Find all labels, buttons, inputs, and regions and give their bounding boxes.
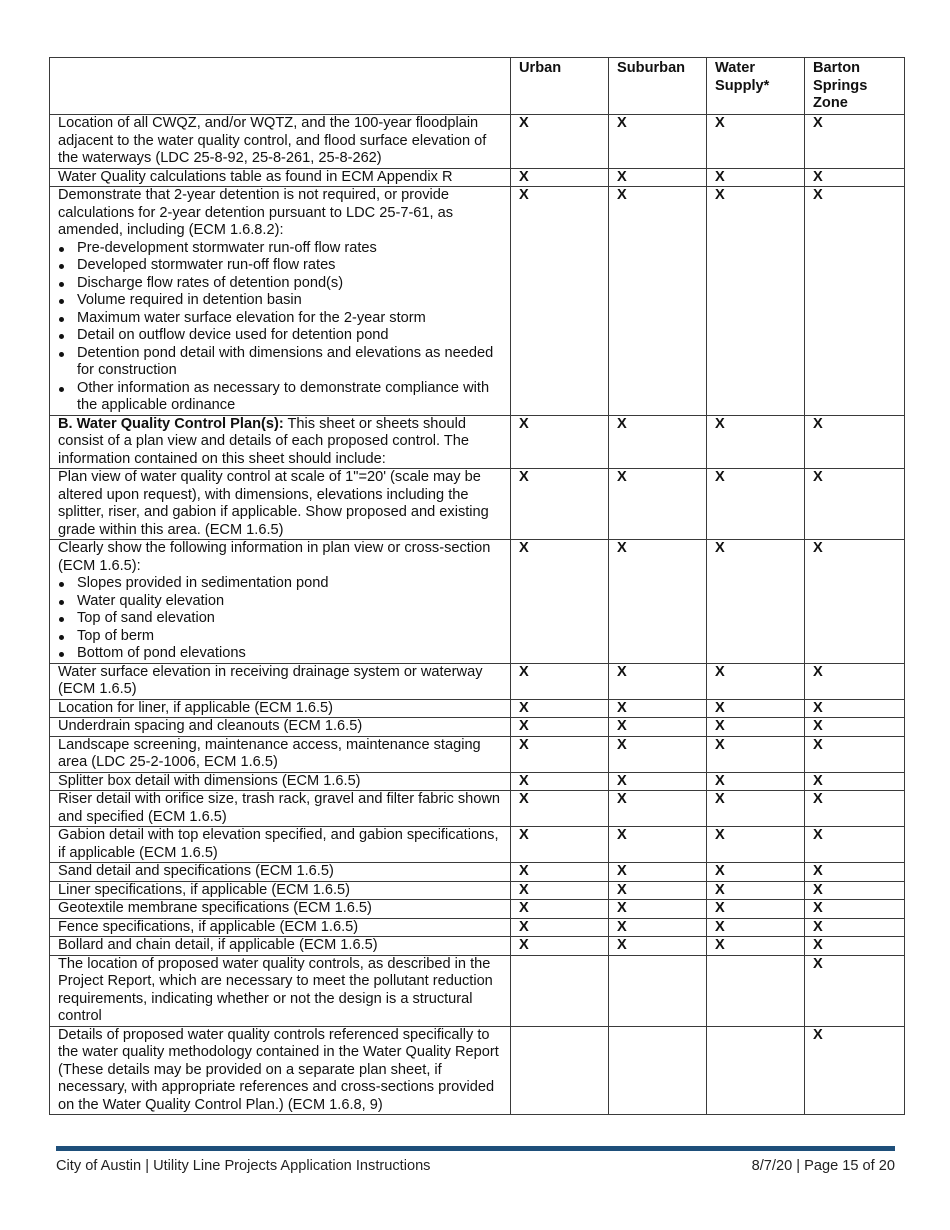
barton-springs-mark: X: [805, 187, 905, 416]
bullet-item: Other information as necessary to demonstrate compliance with the applicable ordinance: [58, 380, 504, 415]
requirement-text: Riser detail with orifice size, trash rack, gravel and filter fabric shown and specified (ECM 1.6.5): [58, 791, 501, 825]
table-body: [50, 115, 905, 1115]
barton-springs-mark: X: [805, 1026, 905, 1115]
barton-springs-mark: X: [805, 955, 905, 1026]
water-supply-mark: X: [707, 900, 805, 919]
suburban-mark: X: [609, 863, 707, 882]
table-row: [50, 663, 905, 699]
water-supply-mark: X: [707, 699, 805, 718]
water-supply-mark: X: [707, 540, 805, 664]
requirement-cell: [50, 827, 511, 863]
requirement-cell: [50, 881, 511, 900]
suburban-mark: X: [609, 469, 707, 540]
requirement-text: Location for liner, if applicable (ECM 1.6.5): [58, 699, 333, 716]
barton-springs-mark: X: [805, 168, 905, 187]
footer-document-title: City of Austin | Utility Line Projects Application Instructions: [56, 1158, 431, 1174]
water-supply-mark: X: [707, 863, 805, 882]
table-row: [50, 955, 905, 1026]
bullet-item: Top of sand elevation: [58, 610, 504, 628]
requirement-bullets: [58, 575, 504, 663]
water-supply-mark: X: [707, 718, 805, 737]
table-row: [50, 415, 905, 469]
table-row: [50, 881, 905, 900]
urban-mark: X: [511, 115, 609, 169]
water-supply-mark: X: [707, 736, 805, 772]
urban-mark: X: [511, 718, 609, 737]
suburban-mark: [609, 955, 707, 1026]
urban-mark: X: [511, 540, 609, 664]
bullet-item: Maximum water surface elevation for the 2-year storm: [58, 310, 504, 328]
water-supply-mark: X: [707, 937, 805, 956]
requirement-cell: [50, 168, 511, 187]
suburban-mark: X: [609, 699, 707, 718]
bullet-item: Pre-development stormwater run-off flow rates: [58, 240, 504, 258]
barton-springs-mark: X: [805, 772, 905, 791]
barton-springs-mark: X: [805, 699, 905, 718]
suburban-mark: X: [609, 736, 707, 772]
requirement-cell: [50, 663, 511, 699]
header-urban: Urban: [511, 58, 609, 115]
water-supply-mark: X: [707, 827, 805, 863]
suburban-mark: X: [609, 937, 707, 956]
header-barton-springs-zone: Barton Springs Zone: [805, 58, 905, 115]
barton-springs-mark: X: [805, 827, 905, 863]
water-supply-mark: X: [707, 469, 805, 540]
header-blank: [50, 58, 511, 115]
barton-springs-mark: X: [805, 469, 905, 540]
suburban-mark: X: [609, 791, 707, 827]
requirement-bullets: [58, 240, 504, 415]
barton-springs-mark: X: [805, 415, 905, 469]
bullet-item: Volume required in detention basin: [58, 292, 504, 310]
barton-springs-mark: X: [805, 540, 905, 664]
barton-springs-mark: X: [805, 918, 905, 937]
urban-mark: [511, 955, 609, 1026]
section-heading: B. Water Quality Control Plan(s):: [58, 415, 284, 432]
requirement-cell: [50, 1026, 511, 1115]
table-row: [50, 168, 905, 187]
water-supply-mark: X: [707, 415, 805, 469]
urban-mark: X: [511, 469, 609, 540]
urban-mark: [511, 1026, 609, 1115]
suburban-mark: X: [609, 187, 707, 416]
table-row: [50, 918, 905, 937]
barton-springs-mark: X: [805, 663, 905, 699]
suburban-mark: X: [609, 772, 707, 791]
barton-springs-mark: X: [805, 900, 905, 919]
requirement-cell: [50, 900, 511, 919]
suburban-mark: [609, 1026, 707, 1115]
table-row: [50, 736, 905, 772]
urban-mark: X: [511, 918, 609, 937]
bullet-item: Bottom of pond elevations: [58, 645, 504, 663]
bullet-item: Slopes provided in sedimentation pond: [58, 575, 504, 593]
water-supply-mark: X: [707, 918, 805, 937]
header-suburban: Suburban: [609, 58, 707, 115]
suburban-mark: X: [609, 663, 707, 699]
requirement-text: Location of all CWQZ, and/or WQTZ, and the 100-year floodplain adjacent to the water quality control, and flood surface elevation of the waterways (LDC 25-8-92, 25-8-261, 25-8-262): [58, 115, 487, 166]
water-supply-mark: [707, 1026, 805, 1115]
requirement-text: Water surface elevation in receiving drainage system or waterway (ECM 1.6.5): [58, 663, 483, 697]
requirement-text: Underdrain spacing and cleanouts (ECM 1.6.5): [58, 718, 363, 734]
table-row: [50, 791, 905, 827]
table-row: [50, 863, 905, 882]
suburban-mark: X: [609, 918, 707, 937]
water-supply-mark: X: [707, 772, 805, 791]
requirement-cell: [50, 937, 511, 956]
suburban-mark: X: [609, 827, 707, 863]
water-supply-mark: X: [707, 115, 805, 169]
suburban-mark: X: [609, 540, 707, 664]
requirement-text: Details of proposed water quality controls referenced specifically to the water quality methodology contained in the Water Quality Report (These details may be provided on a separate plan sheet, if necessary, with appropriate references and cross-sections provided on the Water Quality Control Plan.) (ECM 1.6.8, 9): [58, 1026, 499, 1113]
bullet-item: Water quality elevation: [58, 593, 504, 611]
bullet-item: Developed stormwater run-off flow rates: [58, 257, 504, 275]
requirement-text: This sheet or sheets should consist of a plan view and details of each proposed control. The information contained on this sheet should include:: [58, 415, 470, 467]
water-supply-mark: X: [707, 663, 805, 699]
table-row: [50, 1026, 905, 1115]
requirement-cell: [50, 918, 511, 937]
requirement-text: Sand detail and specifications (ECM 1.6.5): [58, 863, 334, 879]
table-row: [50, 540, 905, 664]
suburban-mark: X: [609, 900, 707, 919]
suburban-mark: X: [609, 115, 707, 169]
barton-springs-mark: X: [805, 736, 905, 772]
bullet-item: Discharge flow rates of detention pond(s): [58, 275, 504, 293]
bullet-item: Detention pond detail with dimensions and elevations as needed for construction: [58, 345, 504, 380]
urban-mark: X: [511, 663, 609, 699]
header-row: [50, 58, 905, 115]
requirement-cell: [50, 736, 511, 772]
suburban-mark: X: [609, 718, 707, 737]
urban-mark: X: [511, 699, 609, 718]
requirement-text: Splitter box detail with dimensions (ECM 1.6.5): [58, 772, 361, 789]
requirement-cell: [50, 955, 511, 1026]
water-supply-mark: X: [707, 168, 805, 187]
urban-mark: X: [511, 187, 609, 416]
requirement-cell: [50, 187, 511, 416]
table-row: [50, 115, 905, 169]
urban-mark: X: [511, 827, 609, 863]
barton-springs-mark: X: [805, 937, 905, 956]
requirement-cell: [50, 772, 511, 791]
water-supply-mark: X: [707, 187, 805, 416]
footer-rule: [56, 1146, 895, 1151]
barton-springs-mark: X: [805, 115, 905, 169]
requirement-cell: [50, 863, 511, 882]
suburban-mark: X: [609, 881, 707, 900]
requirement-text: Clearly show the following information in plan view or cross-section (ECM 1.6.5):: [58, 540, 491, 574]
urban-mark: X: [511, 791, 609, 827]
requirement-text: Geotextile membrane specifications (ECM 1.6.5): [58, 900, 372, 916]
urban-mark: X: [511, 168, 609, 187]
water-supply-mark: [707, 955, 805, 1026]
table-row: [50, 900, 905, 919]
requirement-cell: [50, 115, 511, 169]
requirement-cell: [50, 699, 511, 718]
table-row: [50, 772, 905, 791]
requirement-text: Plan view of water quality control at scale of 1"=20' (scale may be altered upon request), with dimensions, elevations including the splitter, riser, and gabion if applicable. Show proposed and existing grade within this area. (ECM 1.6.5): [58, 469, 489, 538]
header-water-supply: Water Supply*: [707, 58, 805, 115]
table-row: [50, 699, 905, 718]
table-row: [50, 718, 905, 737]
table-row: [50, 469, 905, 540]
urban-mark: X: [511, 415, 609, 469]
table-row: [50, 937, 905, 956]
footer-page-number: 8/7/20 | Page 15 of 20: [751, 1158, 895, 1174]
requirement-text: Water Quality calculations table as found in ECM Appendix R: [58, 168, 453, 185]
bullet-item: Top of berm: [58, 628, 504, 646]
requirement-text: Landscape screening, maintenance access, maintenance staging area (LDC 25-2-1006, ECM 1.6.5): [58, 736, 481, 770]
barton-springs-mark: X: [805, 791, 905, 827]
table-row: [50, 187, 905, 416]
urban-mark: X: [511, 736, 609, 772]
urban-mark: X: [511, 900, 609, 919]
barton-springs-mark: X: [805, 881, 905, 900]
requirement-text: The location of proposed water quality controls, as described in the Project Report, which are necessary to meet the pollutant reduction requirements, indicating whether or not the design is a structural control: [58, 955, 493, 1024]
requirement-text: Liner specifications, if applicable (ECM 1.6.5): [58, 881, 351, 898]
urban-mark: X: [511, 937, 609, 956]
bullet-item: Detail on outflow device used for detention pond: [58, 327, 504, 345]
requirement-cell: [50, 718, 511, 737]
barton-springs-mark: X: [805, 718, 905, 737]
urban-mark: X: [511, 881, 609, 900]
suburban-mark: X: [609, 168, 707, 187]
requirement-text: Gabion detail with top elevation specified, and gabion specifications, if applicable (ECM 1.6.5): [58, 827, 499, 861]
requirement-cell: [50, 469, 511, 540]
requirements-table: [49, 57, 905, 1115]
water-supply-mark: X: [707, 791, 805, 827]
requirement-text: Fence specifications, if applicable (ECM 1.6.5): [58, 918, 359, 935]
requirement-cell: [50, 540, 511, 664]
requirement-cell: [50, 415, 511, 469]
urban-mark: X: [511, 863, 609, 882]
urban-mark: X: [511, 772, 609, 791]
requirement-text: Bollard and chain detail, if applicable (ECM 1.6.5): [58, 937, 378, 953]
requirement-text: Demonstrate that 2-year detention is not required, or provide calculations for 2-year detention pursuant to LDC 25-7-61, as amended, including (ECM 1.6.8.2):: [58, 187, 454, 238]
table-row: [50, 827, 905, 863]
barton-springs-mark: X: [805, 863, 905, 882]
suburban-mark: X: [609, 415, 707, 469]
requirement-cell: [50, 791, 511, 827]
water-supply-mark: X: [707, 881, 805, 900]
